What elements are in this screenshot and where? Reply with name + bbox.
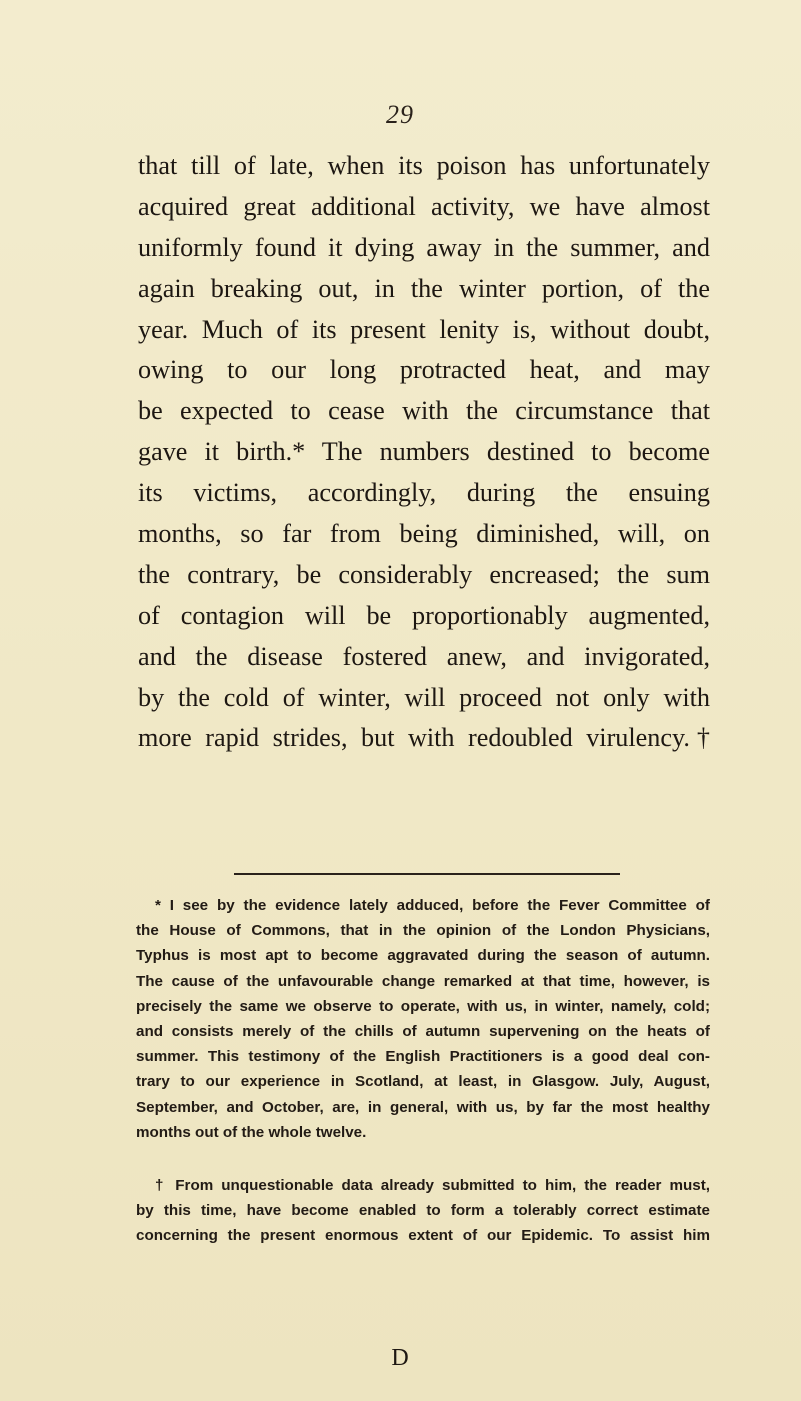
footnote-gap bbox=[136, 1145, 710, 1173]
footnote-line: precisely the same we observe to operate, with us, in winter, namely, cold; bbox=[136, 997, 710, 1015]
text-line: by the cold of winter, will proceed not only with bbox=[138, 682, 710, 712]
footnote-line: † From unquestionable data already submitted to him, the reader must, bbox=[155, 1176, 710, 1194]
text-line: that till of late, when its poison has unfortunately bbox=[138, 151, 710, 180]
text-line: be expected to cease with the circumstance that bbox=[138, 396, 710, 426]
footnote-line: trary to our experience in Scotland, at least, in Glasgow. July, August, bbox=[136, 1073, 710, 1091]
text-line: owing to our long protracted heat, and may bbox=[138, 355, 710, 385]
text-line: gave it birth.* The numbers destined to become bbox=[138, 437, 710, 467]
text-line: year. Much of its present lenity is, without doubt, bbox=[138, 314, 710, 344]
text-line: and the disease fostered anew, and invigorated, bbox=[138, 641, 710, 671]
text-line: months, so far from being diminished, will, on bbox=[138, 519, 710, 549]
footnote-divider bbox=[234, 873, 620, 875]
page-number: 29 bbox=[386, 100, 414, 129]
text-line: more rapid strides, but with redoubled virulency.† bbox=[138, 723, 710, 753]
footnote-line: months out of the whole twelve. bbox=[136, 1123, 367, 1141]
text-line: acquired great additional activity, we have almost bbox=[138, 191, 710, 221]
footnotes bbox=[136, 893, 710, 1248]
footnote-line: by this time, have become enabled to form a tolerably correct estimate bbox=[136, 1202, 710, 1220]
footnote-line: * I see by the evidence lately adduced, before the Fever Committee of bbox=[155, 897, 710, 914]
footnote-line: and consists merely of the chills of autumn supervening on the heats of bbox=[136, 1022, 710, 1040]
footnote-line: summer. This testimony of the English Practitioners is a good deal con- bbox=[136, 1048, 710, 1066]
footnote-line: the House of Commons, that in the opinion of the London Physicians, bbox=[136, 922, 710, 940]
text-line: the contrary, be considerably encreased; the sum bbox=[138, 559, 710, 589]
footnote-line: concerning the present enormous extent of our Epidemic. To assist him bbox=[136, 1227, 710, 1245]
main-text bbox=[138, 146, 710, 759]
footnote-line: Typhus is most apt to become aggravated during the season of autumn. bbox=[136, 947, 710, 965]
text-line: again breaking out, in the winter portion, of the bbox=[138, 273, 710, 303]
text-line: its victims, accordingly, during the ensuing bbox=[138, 478, 710, 508]
footnote-line: The cause of the unfavourable change remarked at that time, however, is bbox=[136, 972, 710, 990]
text-line: of contagion will be proportionably augmented, bbox=[138, 600, 710, 630]
footnote-line: September, and October, are, in general, with us, by far the most healthy bbox=[136, 1098, 710, 1116]
text-line: uniformly found it dying away in the summer, and bbox=[138, 232, 710, 262]
signature-mark: D bbox=[391, 1345, 409, 1371]
